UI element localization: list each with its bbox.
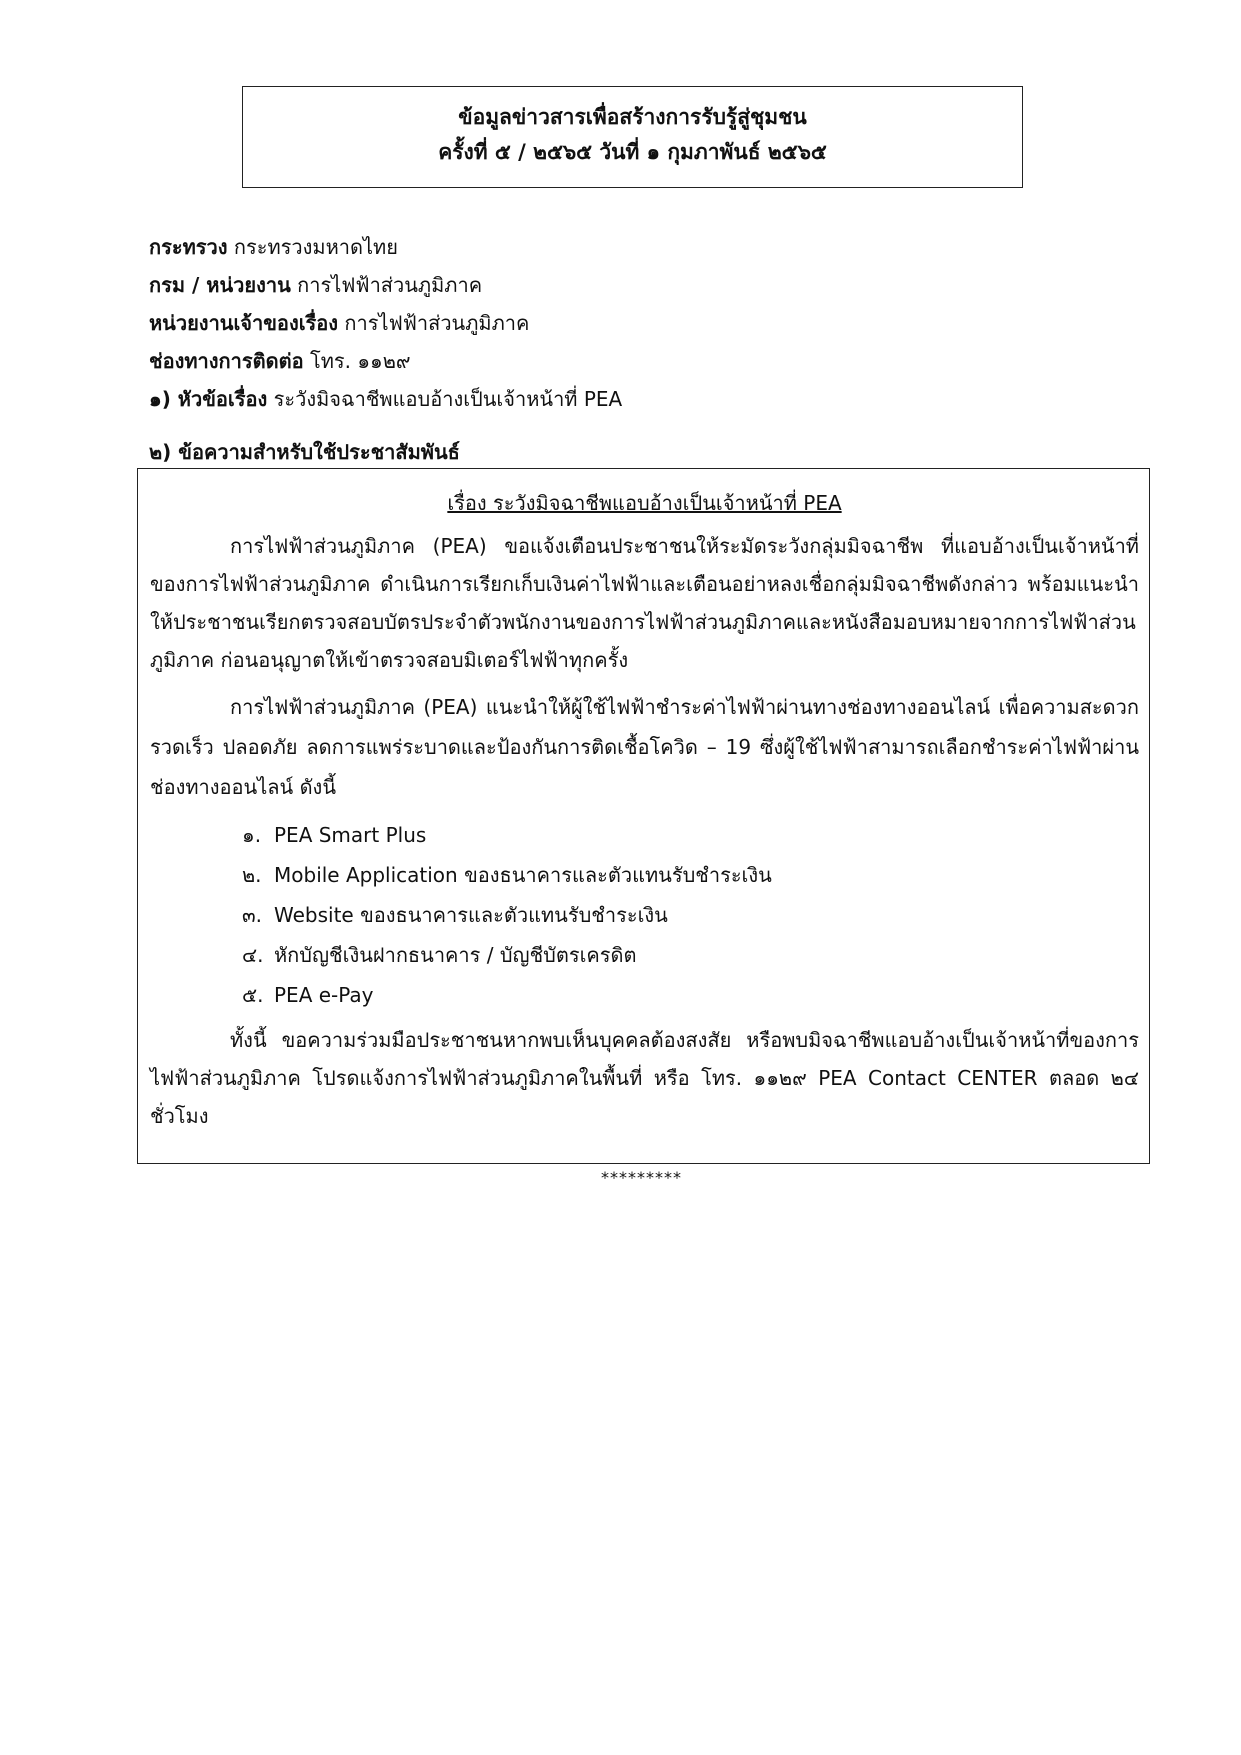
document-title: ข้อมูลข่าวสารเพื่อสร้างการรับรู้สู่ชุมชน (458, 105, 807, 129)
department-row (149, 266, 1049, 304)
document-issue-date: ครั้งที่ ๕ / ๒๕๖๕ วันที่ ๑ กุมภาพันธ์ ๒๕๖๕ (438, 140, 827, 164)
list-item (242, 895, 1139, 935)
paragraph-2-text: การไฟฟ้าส่วนภูมิภาค (PEA) แนะนำให้ผู้ใช้ไฟฟ้าชำระค่าไฟฟ้าผ่านทางช่องทางออนไลน์ เพื่อความสะดวกรวดเร็ว ปลอดภัย ลดการแพร่ระบาดและป้องกันการติดเชื้อโควิด – 19 ซึ่งผู้ใช้ไฟฟ้าสามารถเลือกชำระค่าไฟฟ้าผ่านช่องทางออนไลน์ ดังนี้ (150, 695, 1139, 799)
contact-value: โทร. ๑๑๒๙ (309, 349, 411, 373)
list-item-text: หักบัญชีเงินฝากธนาคาร / บัญชีบัตรเครดิต (274, 943, 637, 967)
list-item (242, 815, 1139, 855)
ministry-row (149, 228, 1049, 266)
topic-label: ๑) หัวข้อเรื่อง (149, 387, 268, 411)
owner-value: การไฟฟ้าส่วนภูมิภาค (344, 311, 530, 335)
department-label: กรม / หน่วยงาน (149, 273, 291, 297)
list-item (242, 975, 1139, 1015)
paragraph-1-text: การไฟฟ้าส่วนภูมิภาค (PEA) ขอแจ้งเตือนประชาชนให้ระมัดระวังกลุ่มมิจฉาชีพ ที่แอบอ้างเป็นเจ้าหน้าที่ของการไฟฟ้าส่วนภูมิภาค ดำเนินการเรียกเก็บเงินค่าไฟฟ้าและเตือนอย่าหลงเชื่อกลุ่มมิจฉาชีพดังกล่าว พร้อมแนะนำให้ประชาชนเรียกตรวจสอบบัตรประจำตัวพนักงานของการไฟฟ้าส่วนภูมิภาคและหนังสือมอบหมายจากการไฟฟ้าส่วนภูมิภาค ก่อนอนุญาตให้เข้าตรวจสอบมิเตอร์ไฟฟ้าทุกครั้ง (150, 534, 1139, 672)
topic-row (149, 380, 1049, 418)
paragraph-3-text: ทั้งนี้ ขอความร่วมมือประชาชนหากพบเห็นบุคคลต้องสงสัย หรือพบมิจฉาชีพแอบอ้างเป็นเจ้าหน้าที่ของการไฟฟ้าส่วนภูมิภาค โปรดแจ้งการไฟฟ้าส่วนภูมิภาคในพื้นที่ หรือ โทร. ๑๑๒๙ PEA Contact CENTER ตลอด ๒๔ ชั่วโมง (150, 1028, 1139, 1128)
list-item-text: PEA Smart Plus (274, 823, 427, 847)
list-item-text: Website ของธนาคารและตัวแทนรับชำระเงิน (274, 903, 668, 927)
ministry-value: กระทรวงมหาดไทย (233, 235, 398, 259)
owner-label: หน่วยงานเจ้าของเรื่อง (149, 311, 339, 335)
list-item-number: ๓. (242, 903, 263, 927)
list-item-text: PEA e-Pay (274, 983, 374, 1007)
message-box (137, 468, 1150, 1164)
list-item-number: ๔. (242, 943, 264, 967)
message-section-label: ๒) ข้อความสำหรับใช้ประชาสัมพันธ์ (149, 440, 460, 464)
contact-label: ช่องทางการติดต่อ (149, 349, 304, 373)
message-paragraph-1 (150, 527, 1139, 679)
message-paragraph-2 (150, 687, 1139, 807)
topic-value: ระวังมิจฉาชีพแอบอ้างเป็นเจ้าหน้าที่ PEA (273, 387, 623, 411)
owner-row (149, 304, 1049, 342)
header-box (242, 86, 1023, 188)
department-value: การไฟฟ้าส่วนภูมิภาค (297, 273, 483, 297)
ministry-label: กระทรวง (149, 235, 228, 259)
end-of-document-mark: ********* (601, 1168, 682, 1187)
message-paragraph-3 (150, 1021, 1139, 1135)
contact-row (149, 342, 1049, 380)
list-item-text: Mobile Application ของธนาคารและตัวแทนรับชำระเงิน (274, 863, 772, 887)
payment-channel-list (150, 815, 1139, 1015)
list-item (242, 935, 1139, 975)
list-item-number: ๒. (242, 863, 262, 887)
list-item (242, 855, 1139, 895)
list-item-number: ๕. (242, 983, 264, 1007)
info-section (149, 228, 1049, 418)
list-item-number: ๑. (242, 823, 262, 847)
message-title: เรื่อง ระวังมิจฉาชีพแอบอ้างเป็นเจ้าหน้าที่ PEA (447, 491, 842, 515)
